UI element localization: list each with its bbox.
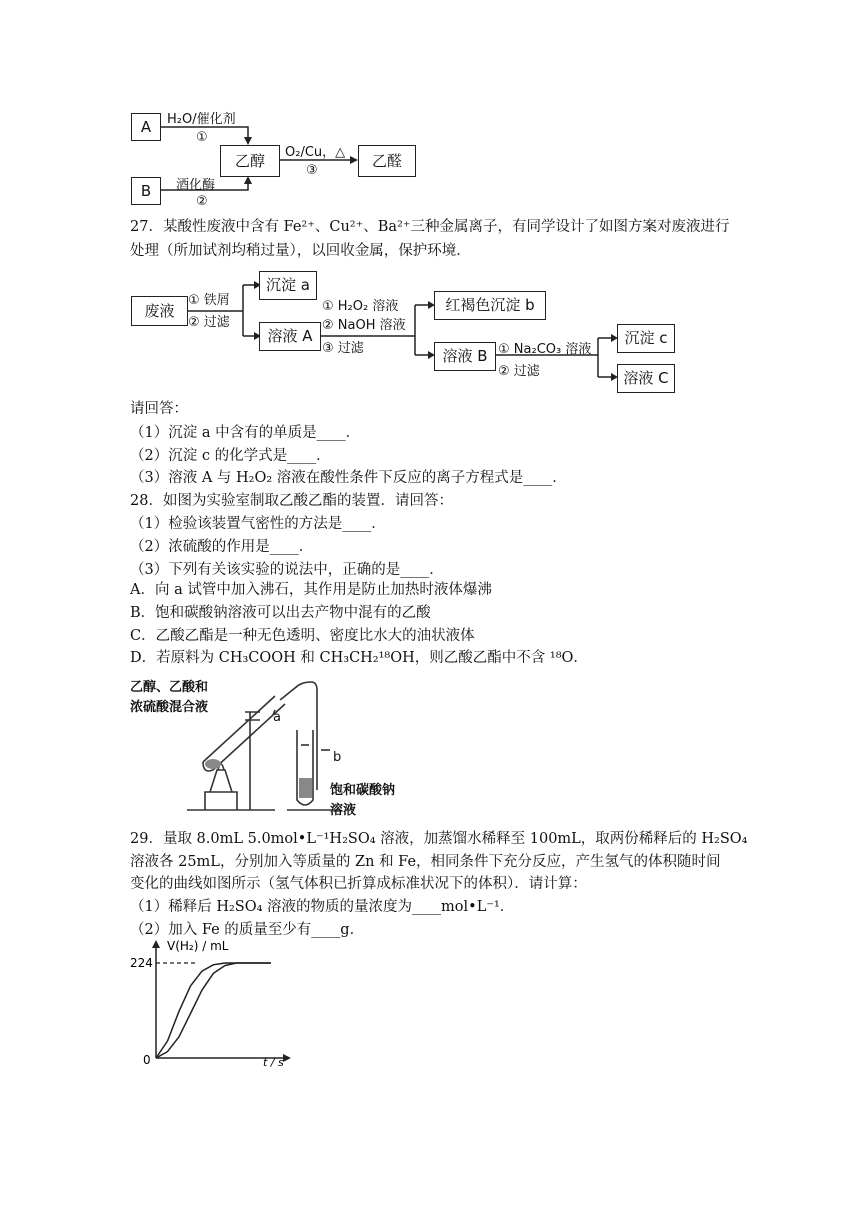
box-solution-c: 溶液 C bbox=[617, 364, 675, 393]
q28-option-d: D．若原料为 CH₃COOH 和 CH₃CH₂¹⁸OH，则乙酸乙酯中不含 ¹⁸O． bbox=[130, 650, 588, 666]
box-precipitate-a: 沉淀 a bbox=[259, 271, 317, 300]
hydrogen-volume-chart bbox=[125, 938, 295, 1068]
step3-number: ③ bbox=[306, 163, 318, 178]
flowchart-arrows bbox=[0, 0, 860, 400]
q28-intro: 28．如图为实验室制取乙酸乙酯的装置．请回答： bbox=[130, 493, 453, 509]
x-axis-label: t / s bbox=[263, 1056, 284, 1068]
q27-sub3: （3）溶液 A 与 H₂O₂ 溶液在酸性条件下反应的离子方程式是____． bbox=[130, 470, 567, 486]
origin-label: 0 bbox=[143, 1053, 151, 1067]
series-line-2 bbox=[156, 963, 271, 1058]
q27-sub2: （2）沉淀 c 的化学式是____． bbox=[130, 448, 331, 464]
box-precipitate-c: 沉淀 c bbox=[617, 324, 675, 353]
flow-reagent-3b: ② 过滤 bbox=[498, 364, 540, 379]
q28-sub1: （1）检验该装置气密性的方法是____． bbox=[130, 516, 386, 532]
q28-sub2: （2）浓硫酸的作用是____． bbox=[130, 539, 314, 555]
q29-line1: 29．量取 8.0mL 5.0mol•L⁻¹H₂SO₄ 溶液，加蒸馏水稀释至 100mL，取两份稀释后的 H₂SO₄ bbox=[130, 831, 748, 847]
box-a: A bbox=[131, 113, 161, 141]
flow-reagent-2a: ① H₂O₂ 溶液 bbox=[322, 299, 399, 314]
apparatus-saturated-label-1: 饱和碳酸钠 bbox=[330, 783, 396, 798]
q29-sub1: （1）稀释后 H₂SO₄ 溶液的物质的量浓度为____mol•L⁻¹． bbox=[130, 899, 515, 915]
q28-sub3: （3）下列有关该实验的说法中，正确的是____． bbox=[130, 562, 444, 578]
box-solution-b: 溶液 B bbox=[434, 342, 496, 371]
apparatus-mix-label-2: 浓硫酸混合液 bbox=[130, 700, 209, 715]
apparatus-label-a: a bbox=[273, 710, 281, 725]
step1-reagent: H₂O/催化剂 bbox=[167, 112, 236, 127]
flow-reagent-1b: ② 过滤 bbox=[188, 315, 230, 330]
flow-reagent-3a: ① Na₂CO₃ 溶液 bbox=[498, 342, 592, 357]
box-acetaldehyde: 乙醛 bbox=[358, 145, 416, 177]
box-precipitate-b: 红褐色沉淀 b bbox=[434, 291, 546, 320]
flow-reagent-2b: ② NaOH 溶液 bbox=[322, 318, 406, 333]
q29-line2: 溶液各 25mL，分别加入等质量的 Zn 和 Fe，相同条件下充分反应，产生氢气的体积随时间 bbox=[130, 854, 721, 870]
step3-reagent: O₂/Cu，△ bbox=[285, 145, 346, 160]
box-waste-liquid: 废液 bbox=[131, 296, 188, 326]
y-axis-arrow bbox=[152, 940, 160, 948]
q27-line1: 27．某酸性废液中含有 Fe²⁺、Cu²⁺、Ba²⁺三种金属离子，有同学设计了如图方案对废液进行 bbox=[130, 219, 730, 235]
y-tick-224: 224 bbox=[130, 956, 153, 970]
q28-option-c: C．乙酸乙酯是一种无色透明、密度比水大的油状液体 bbox=[130, 628, 475, 644]
step2-reagent: 酒化酶 bbox=[176, 178, 216, 193]
step2-number: ② bbox=[196, 194, 208, 209]
step1-number: ① bbox=[196, 130, 208, 145]
q29-sub2: （2）加入 Fe 的质量至少有____g． bbox=[130, 922, 365, 938]
box-ethanol: 乙醇 bbox=[220, 145, 280, 177]
x-axis-arrow bbox=[283, 1054, 291, 1062]
q27-sub1: （1）沉淀 a 中含有的单质是____． bbox=[130, 425, 361, 441]
q28-option-b: B．饱和碳酸钠溶液可以出去产物中混有的乙酸 bbox=[130, 605, 431, 621]
apparatus-mix-label-1: 乙醇、乙酸和 bbox=[130, 680, 209, 695]
q27-line2: 处理（所加试剂均稍过量），以回收金属，保护环境． bbox=[130, 243, 471, 259]
apparatus-label-b: b bbox=[333, 750, 342, 765]
q27-prompt: 请回答： bbox=[130, 401, 188, 417]
flow-reagent-1a: ① 铁屑 bbox=[188, 293, 230, 308]
box-solution-a: 溶液 A bbox=[259, 322, 321, 351]
apparatus-saturated-label-2: 溶液 bbox=[330, 803, 357, 818]
y-axis-label: V(H₂) / mL bbox=[167, 939, 229, 953]
flow-reagent-2c: ③ 过滤 bbox=[322, 341, 364, 356]
q29-line3: 变化的曲线如图所示（氢气体积已折算成标准状况下的体积）．请计算： bbox=[130, 876, 587, 892]
q28-option-a: A．向 a 试管中加入沸石，其作用是防止加热时液体爆沸 bbox=[130, 582, 492, 598]
box-b: B bbox=[131, 177, 161, 205]
